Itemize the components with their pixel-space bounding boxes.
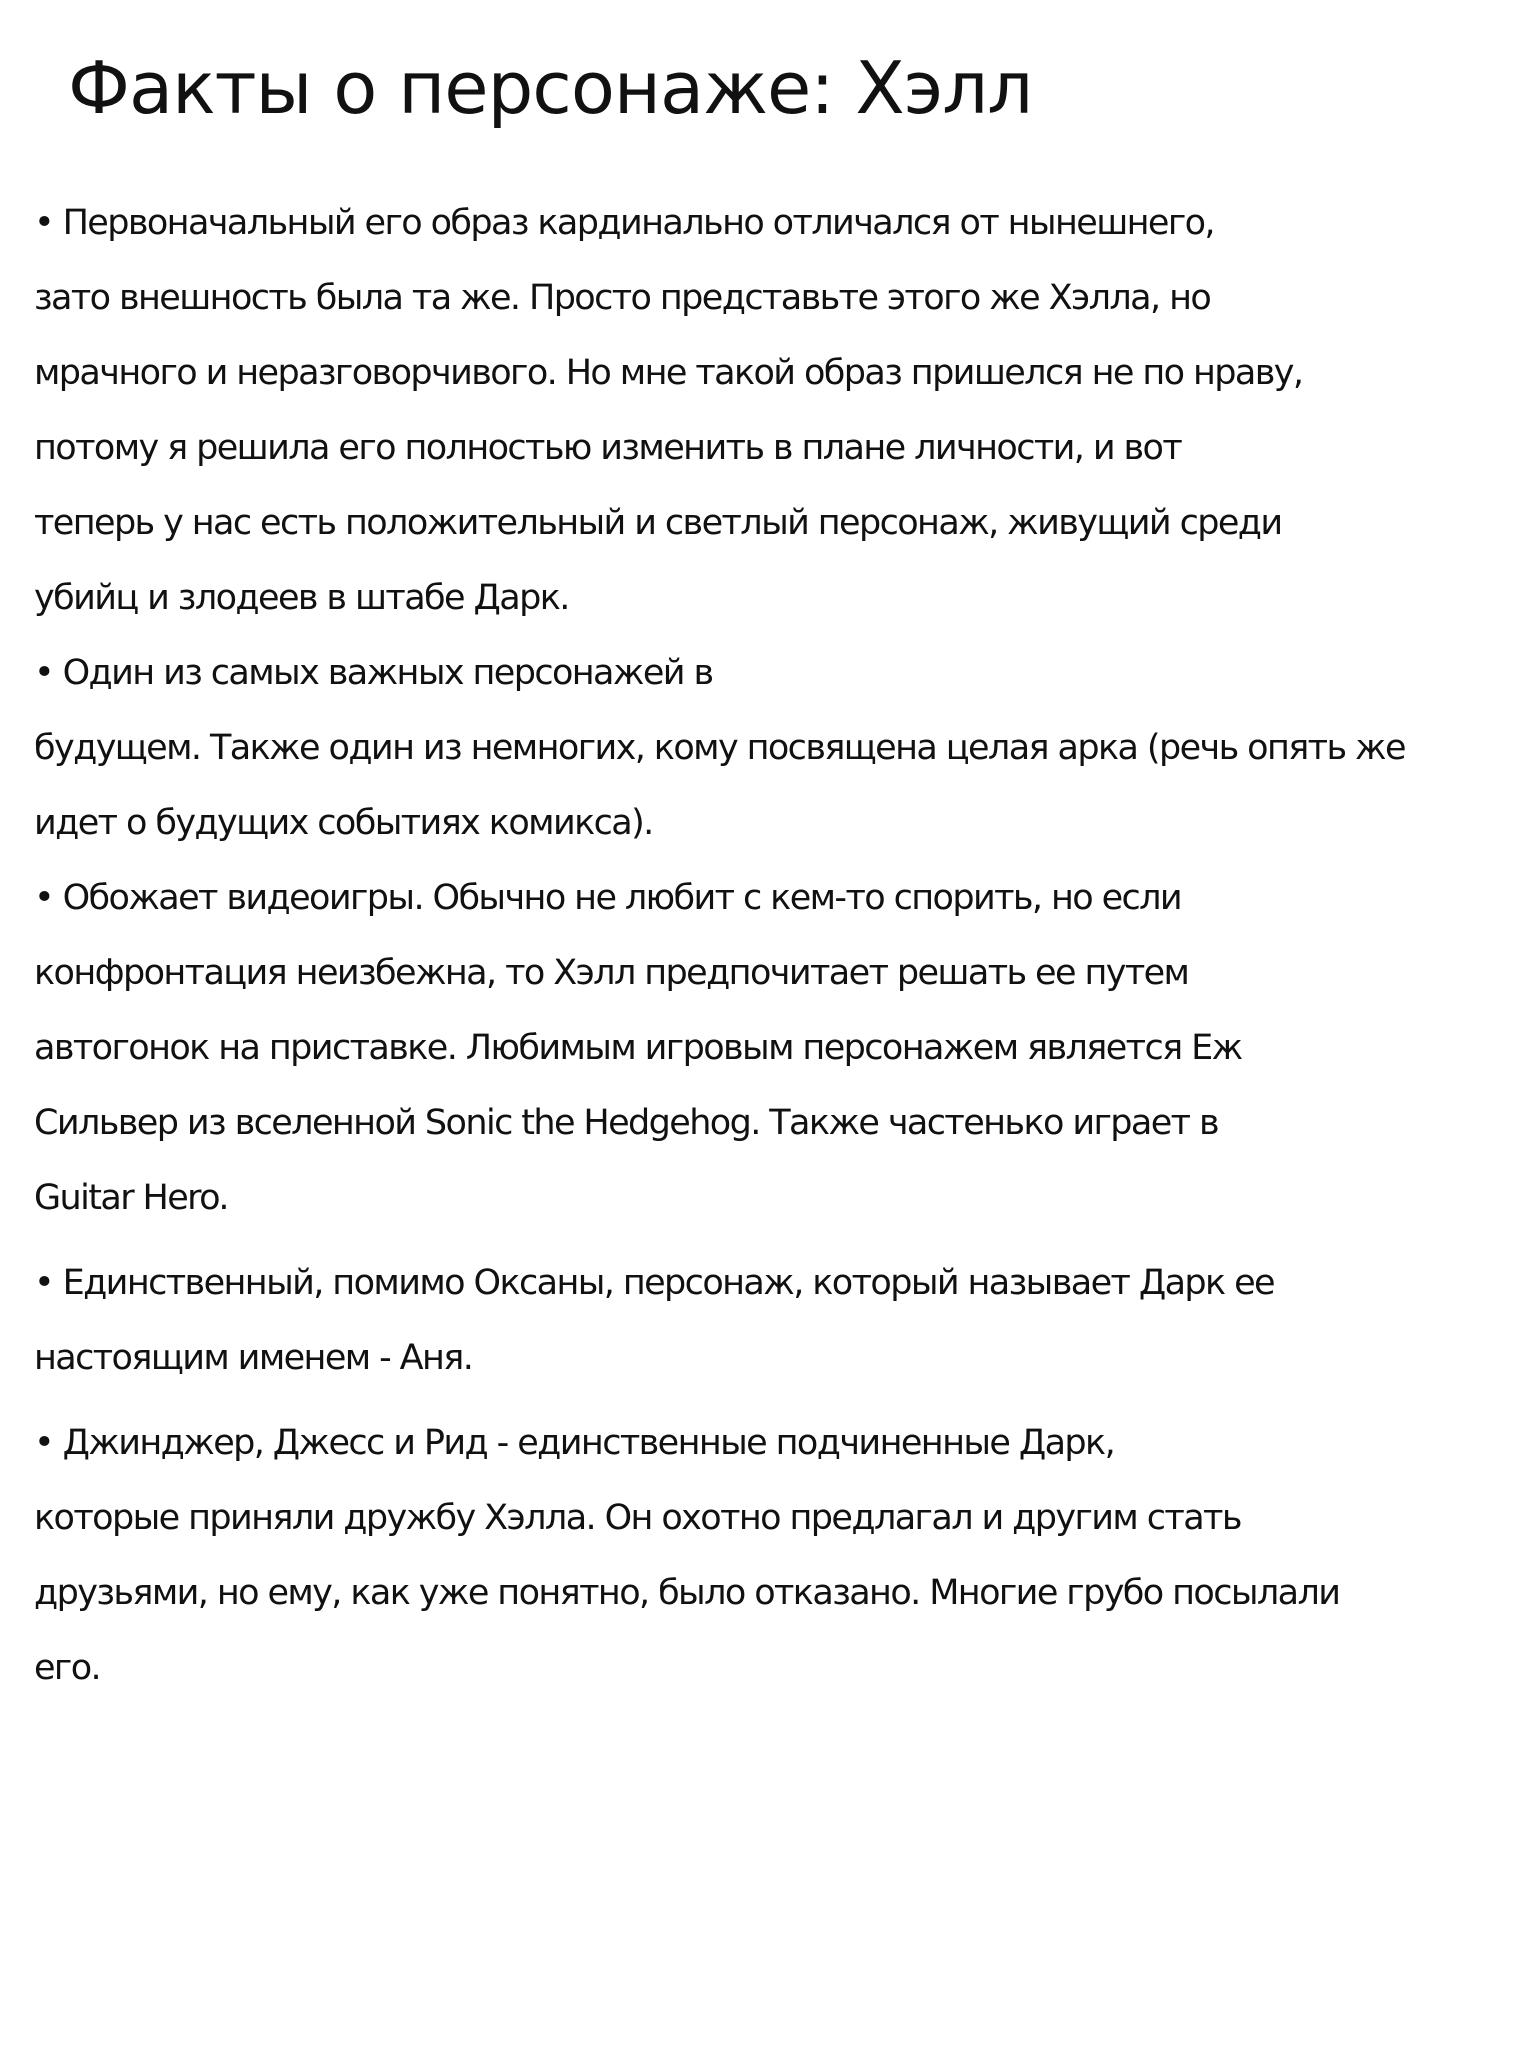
- text-line: убийц и злодеев в штабе Дарк.: [34, 578, 569, 618]
- fact-paragraph-5: [34, 1406, 1524, 1706]
- text-line: его.: [34, 1648, 101, 1688]
- text-line: • Единственный, помимо Оксаны, персонаж, который называет Дарк ее: [34, 1263, 1274, 1303]
- text-line: потому я решила его полностью изменить в плане личности, и вот: [34, 428, 1182, 468]
- text-line: • Один из самых важных персонажей в: [34, 653, 713, 693]
- fact-paragraph-4: [34, 1246, 1524, 1396]
- text-line: теперь у нас есть положительный и светлый персонаж, живущий среди: [34, 503, 1282, 543]
- text-line: идет о будущих событиях комикса).: [34, 803, 653, 843]
- text-line: Сильвер из вселенной Sonic the Hedgehog. Также частенько играет в: [34, 1103, 1218, 1143]
- text-line: конфронтация неизбежна, то Хэлл предпочитает решать ее путем: [34, 953, 1189, 993]
- page-title: Факты о персонаже: Хэлл: [68, 46, 1033, 130]
- text-line: Guitar Hero.: [34, 1178, 228, 1218]
- fact-paragraph-3: [34, 861, 1524, 1236]
- text-line: зато внешность была та же. Просто представьте этого же Хэлла, но: [34, 278, 1211, 318]
- text-line: которые приняли дружбу Хэлла. Он охотно предлагал и другим стать: [34, 1498, 1241, 1538]
- paragraph-gap: [34, 1236, 1524, 1246]
- paragraph-gap: [34, 1396, 1524, 1406]
- fact-paragraph-1: [34, 186, 1524, 636]
- text-line: • Первоначальный его образ кардинально отличался от нынешнего,: [34, 203, 1214, 243]
- fact-paragraph-2: [34, 636, 1524, 861]
- text-line: • Обожает видеоигры. Обычно не любит с кем-то спорить, но если: [34, 878, 1182, 918]
- text-line: • Джинджер, Джесс и Рид - единственные подчиненные Дарк,: [34, 1423, 1115, 1463]
- text-line: автогонок на приставке. Любимым игровым персонажем является Еж: [34, 1028, 1242, 1068]
- facts-text: [34, 186, 1524, 1706]
- text-line: настоящим именем - Аня.: [34, 1338, 473, 1378]
- text-line: друзьями, но ему, как уже понятно, было отказано. Многие грубо посылали: [34, 1573, 1340, 1613]
- text-line: мрачного и неразговорчивого. Но мне такой образ пришелся не по нраву,: [34, 353, 1303, 393]
- text-line: будущем. Также один из немногих, кому посвящена целая арка (речь опять же: [34, 728, 1405, 768]
